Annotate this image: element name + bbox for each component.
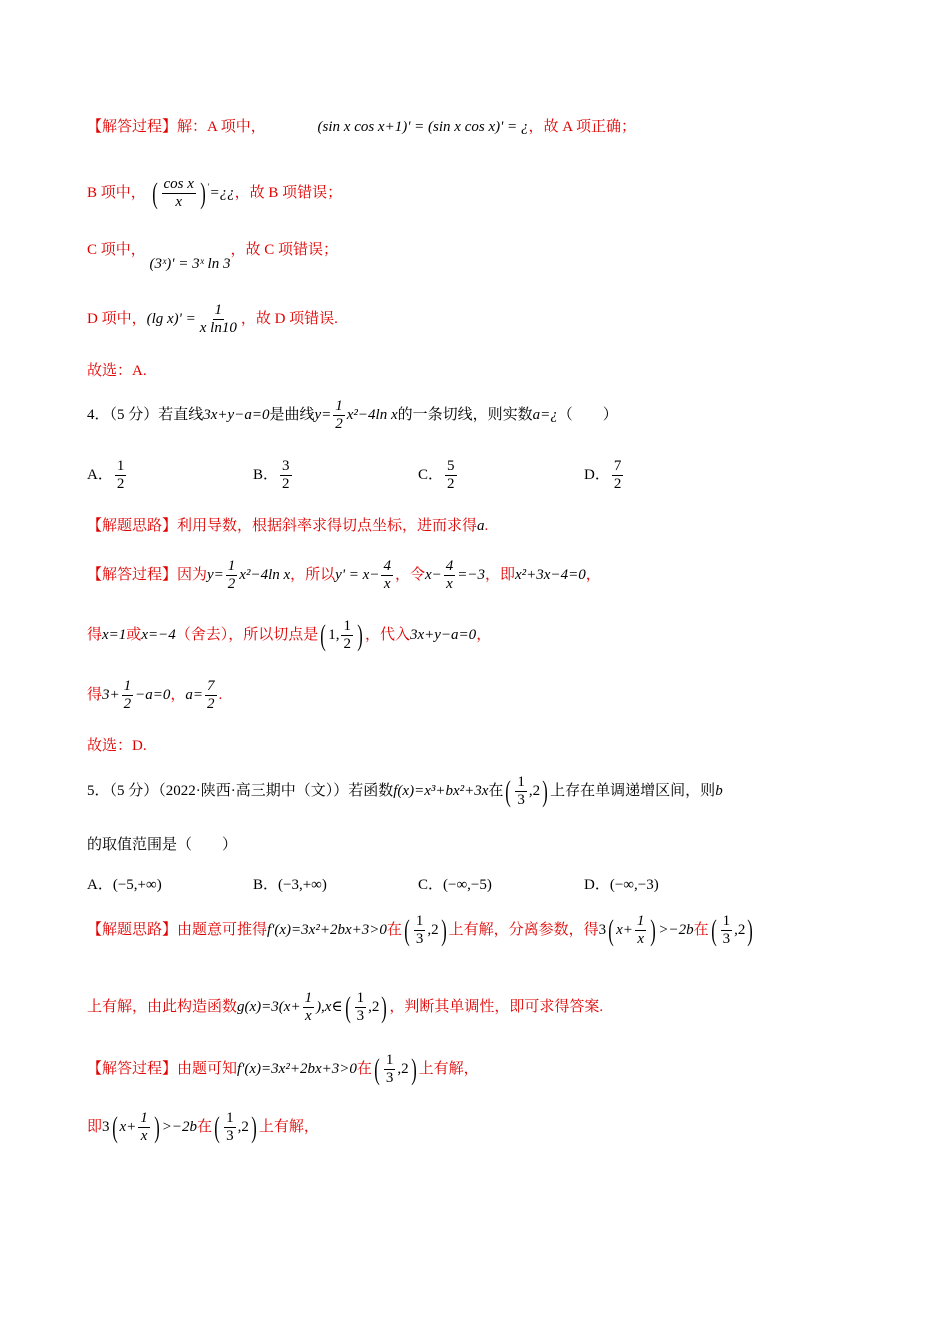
right-paren: )	[251, 1110, 257, 1144]
math-expr: (sin x cos x+1)' = (sin x cos x)' = ¿	[317, 119, 529, 135]
text-span: 1	[115, 458, 127, 476]
text-span: ,2	[427, 922, 439, 939]
text-span: 2	[447, 476, 455, 493]
fraction	[635, 913, 647, 949]
option-c	[418, 873, 492, 894]
right-paren: )	[440, 913, 447, 947]
right-paren: )	[747, 913, 754, 947]
text-span: 2	[207, 696, 215, 713]
text-span: ，判断其单调性，即可求得答案.	[389, 999, 604, 1016]
option-d	[584, 873, 659, 894]
text-span: 2	[282, 476, 290, 493]
text-span: x	[140, 1128, 148, 1145]
q5-solution-idea-1	[87, 913, 755, 949]
text-span: x	[637, 931, 644, 948]
text-span: 2	[123, 696, 132, 713]
fraction	[612, 458, 624, 494]
text-span: 或	[126, 627, 142, 644]
text-span: 3	[280, 458, 292, 476]
fraction	[444, 558, 456, 594]
item-d-label: D 项中，	[87, 311, 147, 328]
fraction	[721, 913, 733, 949]
text-span: 3	[102, 1119, 110, 1136]
fraction	[333, 398, 345, 434]
math-expr: −a=0	[135, 687, 171, 704]
right-paren: )	[200, 176, 206, 210]
math-expr: ),x∈	[316, 999, 343, 1016]
left-paren: (	[505, 774, 512, 808]
fraction	[445, 458, 457, 494]
solution-line-a	[87, 120, 636, 135]
solution-line-c	[87, 242, 338, 272]
fraction	[355, 990, 367, 1026]
item-a-label: A 项中，	[207, 119, 266, 135]
math-expr: (3ˣ)' = 3ˣ ln 3	[149, 256, 231, 272]
text-span: ，代入	[364, 627, 410, 644]
text-span: .	[484, 518, 489, 534]
math-expr: (lg x)' =	[146, 311, 196, 328]
option-b	[253, 458, 294, 494]
text-span: .	[218, 687, 223, 704]
text-span: 3	[356, 1008, 365, 1025]
item-b-label: B 项中，	[87, 185, 146, 202]
text-span: 3	[598, 922, 607, 939]
idea-text: 利用导数，根据斜率求得切点坐标，进而求得	[177, 518, 478, 534]
q4-process-2	[87, 618, 491, 654]
answer-line-q4: 故选：D.	[87, 738, 147, 754]
left-paren: (	[111, 1110, 118, 1144]
math-expr: a=¿	[532, 407, 558, 424]
text-span: 3	[415, 931, 424, 948]
fraction	[515, 774, 527, 810]
fraction	[384, 1052, 396, 1088]
text-span: 在	[488, 783, 504, 800]
item-c-label: C 项中，	[87, 242, 146, 258]
text-span: 在	[386, 922, 402, 939]
text-span: 4	[381, 558, 393, 576]
text-span: A．	[87, 877, 113, 893]
text-span: (−5,+∞)	[112, 877, 162, 893]
text-span: 2	[227, 576, 236, 593]
text-span: ，即	[485, 567, 516, 584]
answer-line-q3: 故选：A.	[87, 363, 147, 379]
text-span: (−∞,−5)	[443, 877, 492, 893]
question-5-tail: 上存在单调递增区间，则	[550, 783, 716, 800]
text-span: 1	[303, 990, 315, 1008]
text-span: 上有解，分离参数，得	[448, 922, 599, 939]
text-span: ,2	[528, 783, 541, 800]
text-span: 5	[445, 458, 457, 476]
left-paren: (	[320, 618, 326, 652]
fraction	[198, 302, 239, 338]
text-span: 3	[517, 792, 525, 809]
q4-process-1	[87, 558, 601, 594]
text-span: ,2	[368, 999, 380, 1016]
math-expr: 3x+y−a=0	[410, 627, 477, 644]
left-paren: (	[608, 913, 614, 947]
fraction	[224, 1110, 236, 1146]
math-expr: f(x)=x³+bx²+3x	[393, 783, 489, 800]
denominator: x	[175, 194, 183, 211]
text-span: 3	[385, 1070, 394, 1087]
q5-solution-idea-2	[87, 990, 603, 1026]
math-expr: g(x)=3(x+	[237, 999, 301, 1016]
option-a	[87, 458, 128, 494]
math-expr: x=1	[102, 627, 127, 644]
text-span: 得	[87, 687, 103, 704]
math-expr: x²−4ln x	[346, 407, 398, 424]
math-expr: b	[715, 783, 723, 800]
left-paren: (	[214, 1110, 220, 1144]
text-span: （舍去），所以切点是	[175, 627, 319, 644]
fraction	[303, 990, 315, 1026]
text-span: ，令	[394, 567, 425, 584]
denominator: x ln10	[199, 320, 237, 337]
fraction	[381, 558, 393, 594]
right-paren: )	[381, 990, 388, 1024]
text-span: 上有解，由此构造函数	[87, 999, 238, 1016]
text-span: ,2	[237, 1119, 249, 1136]
text-span: 1	[721, 913, 733, 931]
text-span: D．	[584, 877, 610, 893]
math-expr: x²−4ln x	[239, 567, 291, 584]
fraction	[162, 176, 196, 212]
item-a-tail: ，故 A 项正确；	[528, 119, 636, 135]
math-expr: =−3	[457, 567, 485, 584]
text-span: ，所以	[290, 567, 336, 584]
text-span: x	[383, 576, 391, 593]
right-paren: )	[357, 618, 363, 652]
q4-process-3	[87, 678, 222, 714]
option-c	[418, 458, 459, 494]
solution-line-d	[87, 302, 338, 338]
right-paren: )	[410, 1052, 417, 1086]
math-expr: y=	[207, 567, 224, 584]
text-span: 1	[384, 1052, 396, 1070]
option-a	[87, 873, 162, 894]
text-span: 7	[205, 678, 217, 696]
math-expr: y' = x−	[335, 567, 380, 584]
right-paren: )	[542, 774, 548, 808]
question-4	[87, 398, 618, 434]
text-span: 即	[87, 1119, 103, 1136]
right-paren: )	[650, 913, 657, 947]
text-span: 在	[197, 1119, 213, 1136]
text-span: 3	[226, 1128, 234, 1145]
math-expr: >−2b	[161, 1119, 198, 1136]
text-span: 得	[87, 627, 103, 644]
text-span: D．	[584, 467, 610, 484]
text-span: ，	[585, 567, 601, 584]
text-span: 1	[138, 1110, 150, 1128]
fraction	[280, 458, 292, 494]
text-span: 1	[355, 990, 367, 1008]
item-b-tail: ，故 B 项错误；	[234, 185, 343, 202]
fraction	[341, 618, 353, 654]
text-span: 1	[226, 558, 238, 576]
math-expr: >−2b	[658, 922, 694, 939]
question-4-tail: 的一条切线，则实数	[397, 407, 533, 424]
text-span: ,2	[734, 922, 746, 939]
text-span: 1	[414, 913, 426, 931]
question-4-mid: 是曲线	[269, 407, 315, 424]
math-expr: a=	[185, 687, 204, 704]
fraction	[414, 913, 426, 949]
math-expr: x²+3x−4=0	[515, 567, 586, 584]
text-span: 3	[722, 931, 731, 948]
text-span: 1	[341, 618, 353, 636]
text-span: A．	[87, 467, 113, 484]
text-span: 7	[612, 458, 624, 476]
math-expr: x=−4	[141, 627, 176, 644]
text-span: 在	[356, 1061, 372, 1078]
text-span: C．	[418, 877, 444, 893]
text-span: B．	[253, 467, 279, 484]
solution-line-b	[87, 176, 342, 212]
math-expr: x+	[616, 922, 633, 939]
text-span: (−3,+∞)	[278, 877, 327, 893]
text-span: 2	[116, 476, 125, 493]
fraction	[115, 458, 127, 494]
question-5	[87, 774, 723, 810]
text-span: 在	[693, 922, 709, 939]
text-span: 2	[613, 476, 622, 493]
q5-process-1	[87, 1052, 479, 1088]
math-expr: x−	[424, 567, 442, 584]
left-paren: (	[374, 1052, 380, 1086]
math-expr: 3+	[102, 687, 120, 704]
answer-blank: （ ）	[557, 407, 618, 424]
text-span: 上有解，	[418, 1061, 479, 1078]
text-span: ，	[476, 627, 492, 644]
fraction	[122, 678, 134, 714]
math-var: a	[477, 518, 485, 534]
text-span: 4	[444, 558, 456, 576]
process-tag: 【解答过程】由题可知	[87, 1061, 238, 1078]
math-expr: =¿¿	[209, 185, 235, 202]
text-span: ，	[170, 687, 186, 704]
prime-mark: '	[207, 182, 210, 193]
text-span: (−∞,−3)	[609, 877, 659, 893]
left-paren: (	[151, 176, 158, 210]
right-paren: )	[154, 1110, 160, 1144]
text-span: 1	[224, 1110, 236, 1128]
item-c-tail: ，故 C 项错误；	[230, 242, 338, 258]
text-span: ,2	[397, 1061, 409, 1078]
math-expr: x+	[119, 1119, 137, 1136]
question-4-head: 4．（5 分）若直线	[87, 407, 204, 424]
text-span: 1,	[328, 627, 340, 644]
math-expr: y=	[314, 407, 332, 424]
text-span: 2	[343, 636, 351, 653]
q4-solution-idea	[87, 519, 488, 534]
text-span: C．	[418, 467, 444, 484]
math-expr: f'(x)=3x²+2bx+3>0	[267, 922, 387, 939]
numerator: cos x	[162, 176, 196, 194]
math-expr: 3x+y−a=0	[203, 407, 270, 424]
numerator: 1	[333, 398, 345, 416]
text-span: x	[446, 576, 453, 593]
text-span: 1	[122, 678, 134, 696]
left-paren: (	[710, 913, 717, 947]
item-d-tail: ，故 D 项错误.	[240, 311, 338, 328]
text-span: B．	[253, 877, 279, 893]
math-expr: f'(x)=3x²+2bx+3>0	[237, 1061, 357, 1078]
text-span: 1	[515, 774, 527, 792]
numerator: 1	[213, 302, 225, 320]
fraction	[226, 558, 238, 594]
text-span: x	[304, 1008, 312, 1025]
option-d	[584, 458, 625, 494]
question-5-head: 5．（5 分）（2022·陕西·高三期中（文））若函数	[87, 783, 394, 800]
question-5-continued: 的取值范围是（ ）	[87, 837, 238, 853]
fraction	[138, 1110, 150, 1146]
fraction	[205, 678, 217, 714]
denominator: 2	[335, 416, 343, 433]
left-paren: (	[404, 913, 410, 947]
text-span: 上有解，	[258, 1119, 319, 1136]
idea-tag: 【解题思路】由题意可推得	[87, 922, 268, 939]
text-span: 1	[635, 913, 647, 931]
left-paren: (	[344, 990, 351, 1024]
process-tag: 【解答过程】因为	[87, 567, 208, 584]
option-b	[253, 873, 327, 894]
idea-tag: 【解题思路】	[87, 518, 178, 534]
solution-tag: 【解答过程】解：	[87, 119, 208, 135]
q5-process-2	[87, 1110, 319, 1146]
